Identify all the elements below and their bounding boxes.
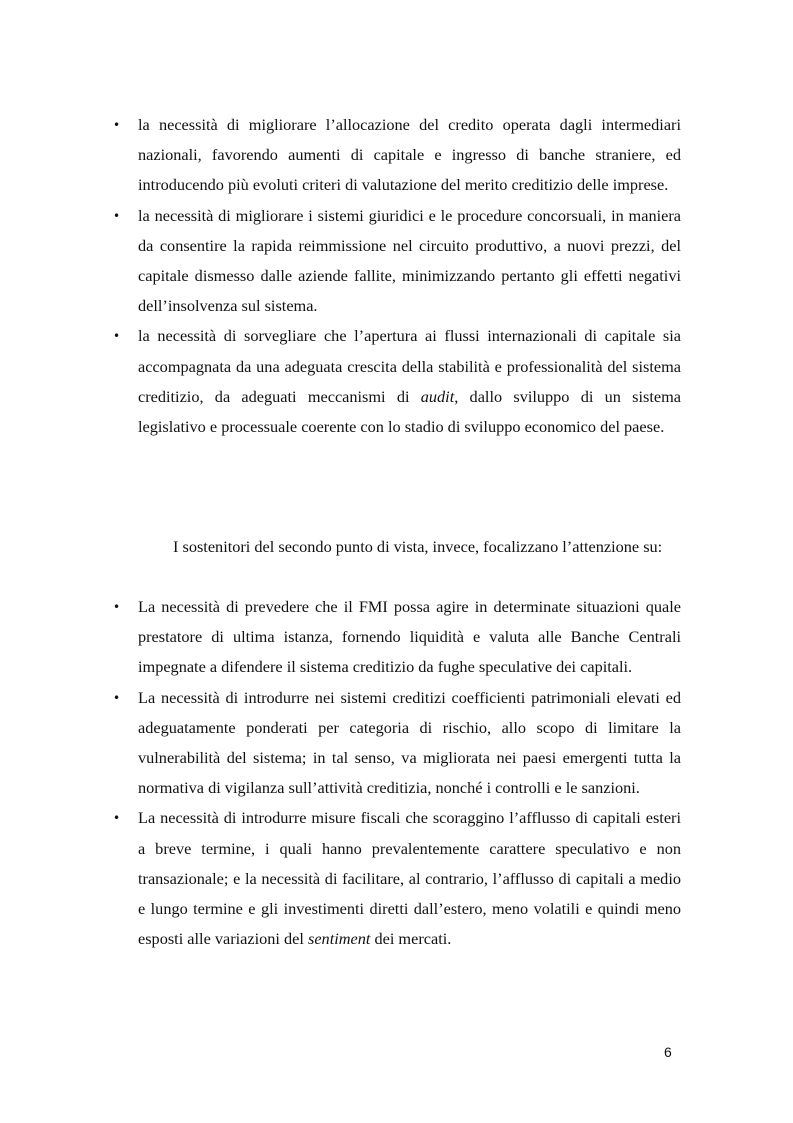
list-item-text-end: dei mercati. xyxy=(370,929,452,949)
italic-term: sentiment xyxy=(308,929,371,949)
list-item-text-start: La necessità di introdurre misure fiscali che scoraggino l’afflusso di capitali esteri a breve termine, i quali hanno prevalentemente carattere speculativo e non transazionale; e la necessità di facilitare, al contrario, l’afflusso di capitali a medio e lungo termine e gli investimenti diretti dall’estero, meno volatili e quindi meno esposti alle variazioni del xyxy=(138,808,681,949)
body-paragraph: I sostenitori del secondo punto di vista, invece, focalizzano l’attenzione su: xyxy=(173,537,663,556)
list-item-text: la necessità di migliorare l’allocazione del credito operata dagli intermediari nazionali, favorendo aumenti di capitale e ingresso di banche straniere, ed introducendo più evoluti criteri di valutazione del merito creditizio delle imprese. xyxy=(138,115,681,195)
bullet-icon: • xyxy=(113,208,121,223)
list-item xyxy=(113,592,681,683)
list-item-text: La necessità di introdurre nei sistemi creditizi coefficienti patrimoniali elevati ed adeguatamente ponderati per categoria di rischio, allo scopo di limitare la vulnerabilità del sistema; in tal senso, va migliorata nei paesi emergenti tutta la normativa di vigilanza sull’attività creditizia, nonché i controlli e le sanzioni. xyxy=(138,687,681,798)
list-item xyxy=(113,201,681,322)
bullet-list-2 xyxy=(113,592,681,954)
italic-term: audit xyxy=(420,386,455,406)
bullet-icon: • xyxy=(113,329,121,344)
list-item xyxy=(113,321,681,442)
list-item-text: la necessità di migliorare i sistemi giuridici e le procedure concorsuali, in maniera da consentire la rapida reimmissione nel circuito produttivo, a nuovi prezzi, del capitale dismesso dalle aziende fallite, minimizzando pertanto gli effetti negativi dell’insolvenza sul sistema. xyxy=(138,205,681,316)
bullet-list-1 xyxy=(113,110,681,442)
list-item-text: La necessità di prevedere che il FMI possa agire in determinate situazioni quale prestatore di ultima istanza, fornendo liquidità e valuta alle Banche Centrali impegnate a difendere il sistema creditizio da fughe speculative dei capitali. xyxy=(138,597,681,677)
bullet-icon: • xyxy=(113,118,121,132)
page-number: 6 xyxy=(664,1044,672,1060)
bullet-icon: • xyxy=(113,690,121,705)
list-item xyxy=(113,683,681,804)
list-item xyxy=(113,803,681,954)
list-item-text-start: la necessità di sorvegliare che l’apertura ai flussi internazionali di capitale sia accompagnata da una adeguata crescita della stabilità e professionalità del sistema creditizio, da adeguati meccanismi di xyxy=(138,326,681,406)
list-item-text-end: , dallo sviluppo di un sistema legislativo e processuale coerente con lo stadio di sviluppo economico del paese. xyxy=(138,386,681,437)
bullet-icon: • xyxy=(113,600,121,614)
bullet-icon: • xyxy=(113,811,121,826)
list-item xyxy=(113,110,681,201)
